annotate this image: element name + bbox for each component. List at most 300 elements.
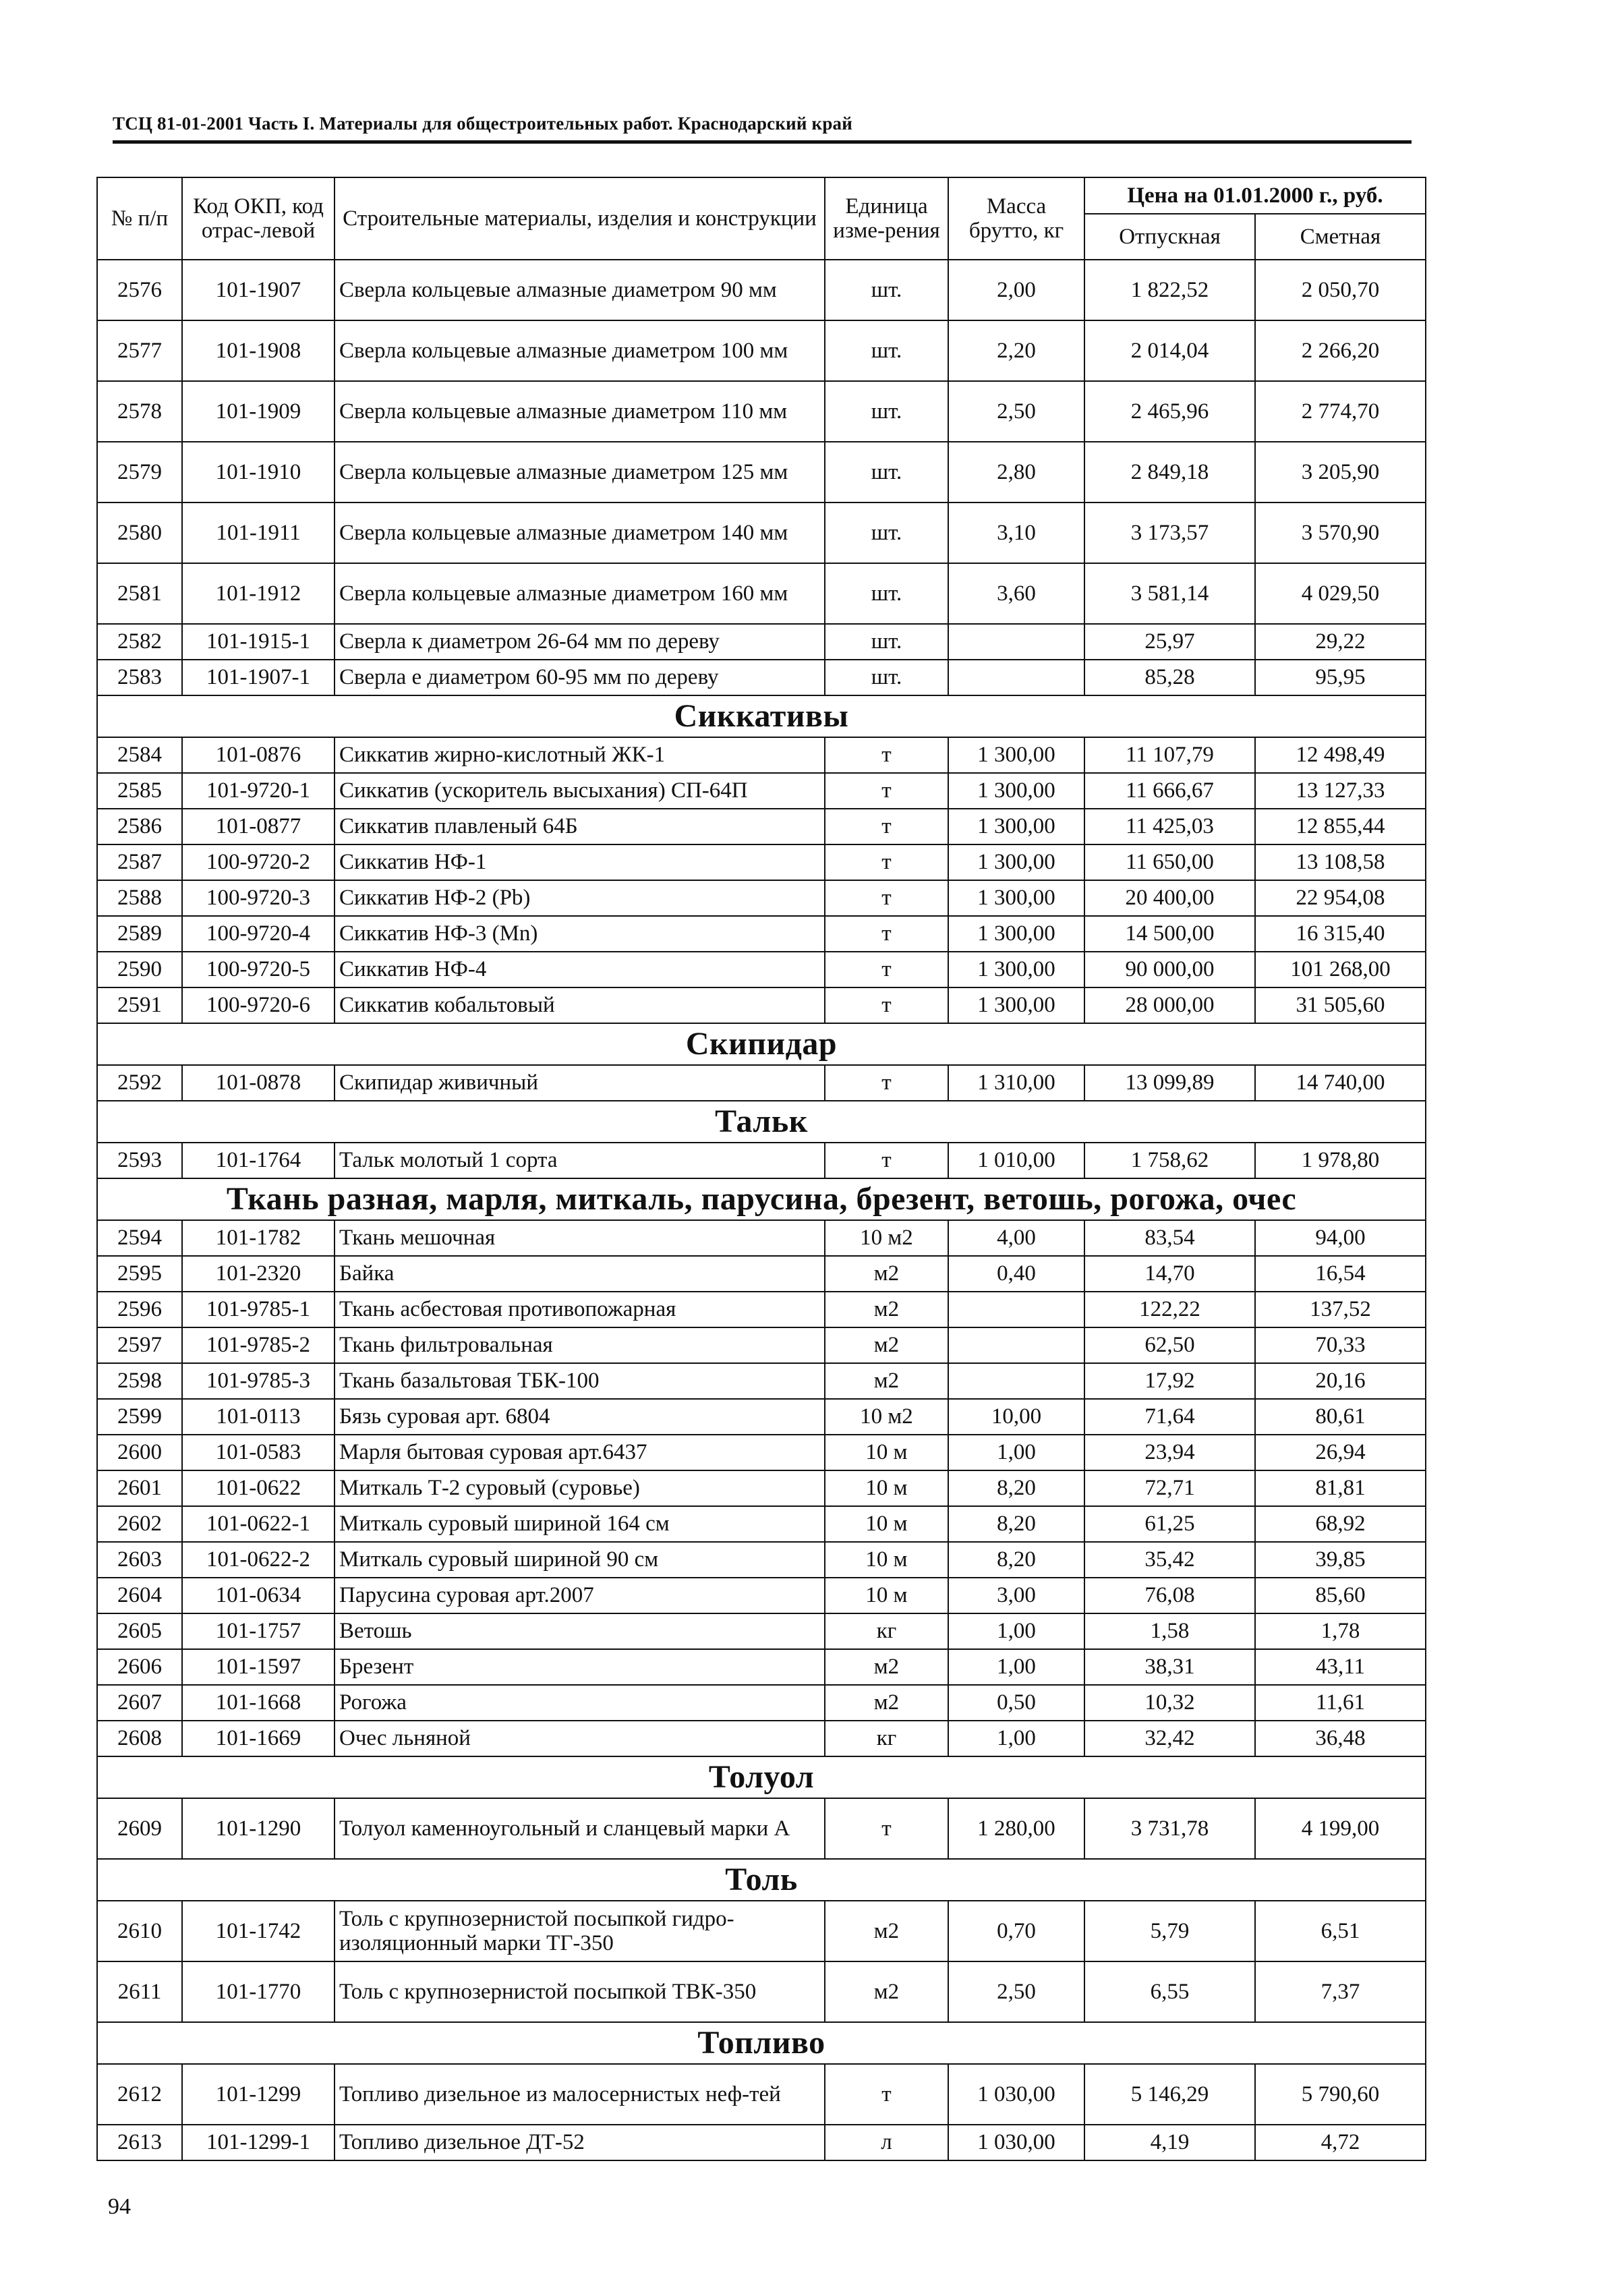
cell-num: 2597 bbox=[97, 1327, 182, 1363]
cell-name: Толь с крупнозернистой посыпкой гидро-изоляционный марки ТГ-350 bbox=[335, 1901, 825, 1961]
cell-num: 2603 bbox=[97, 1542, 182, 1578]
table-row bbox=[97, 880, 1426, 916]
materials-price-table bbox=[96, 177, 1426, 2161]
header-rule bbox=[113, 140, 1412, 144]
cell-mass: 1 030,00 bbox=[948, 2125, 1084, 2160]
cell-mass: 1 310,00 bbox=[948, 1065, 1084, 1101]
cell-mass: 10,00 bbox=[948, 1399, 1084, 1435]
cell-unit: т bbox=[825, 916, 948, 952]
cell-num: 2593 bbox=[97, 1143, 182, 1178]
cell-mass: 2,50 bbox=[948, 381, 1084, 442]
cell-name: Сверла кольцевые алмазные диаметром 140 мм bbox=[335, 503, 825, 563]
cell-estimate-price: 14 740,00 bbox=[1255, 1065, 1426, 1101]
cell-num: 2611 bbox=[97, 1961, 182, 2022]
col-header-estimate-price: Сметная bbox=[1255, 214, 1426, 260]
cell-release-price: 13 099,89 bbox=[1084, 1065, 1255, 1101]
section-title: Толуол bbox=[97, 1756, 1426, 1798]
cell-code: 101-1907 bbox=[182, 260, 335, 320]
cell-release-price: 5 146,29 bbox=[1084, 2064, 1255, 2125]
cell-code: 101-1299-1 bbox=[182, 2125, 335, 2160]
table-row bbox=[97, 737, 1426, 773]
cell-num: 2598 bbox=[97, 1363, 182, 1399]
cell-name: Сиккатив НФ-2 (Pb) bbox=[335, 880, 825, 916]
cell-name: Толь с крупнозернистой посыпкой ТВК-350 bbox=[335, 1961, 825, 2022]
cell-code: 101-1299 bbox=[182, 2064, 335, 2125]
cell-estimate-price: 2 266,20 bbox=[1255, 320, 1426, 381]
cell-estimate-price: 4 029,50 bbox=[1255, 563, 1426, 624]
cell-estimate-price: 1,78 bbox=[1255, 1613, 1426, 1649]
cell-unit: м2 bbox=[825, 1685, 948, 1721]
cell-name: Рогожа bbox=[335, 1685, 825, 1721]
cell-estimate-price: 3 570,90 bbox=[1255, 503, 1426, 563]
col-header-unit: Единица изме-рения bbox=[825, 177, 948, 260]
col-header-name: Строительные материалы, изделия и конструкции bbox=[335, 177, 825, 260]
cell-num: 2579 bbox=[97, 442, 182, 503]
cell-num: 2584 bbox=[97, 737, 182, 773]
cell-code: 101-1782 bbox=[182, 1220, 335, 1256]
cell-code: 101-1907-1 bbox=[182, 660, 335, 695]
cell-name: Очес льняной bbox=[335, 1721, 825, 1756]
cell-estimate-price: 5 790,60 bbox=[1255, 2064, 1426, 2125]
cell-mass: 1 300,00 bbox=[948, 916, 1084, 952]
cell-release-price: 28 000,00 bbox=[1084, 987, 1255, 1023]
cell-mass: 8,20 bbox=[948, 1470, 1084, 1506]
page-number: 94 bbox=[108, 2194, 131, 2219]
cell-unit: шт. bbox=[825, 260, 948, 320]
cell-mass: 1 300,00 bbox=[948, 844, 1084, 880]
cell-unit: т bbox=[825, 809, 948, 844]
cell-estimate-price: 1 978,80 bbox=[1255, 1143, 1426, 1178]
cell-release-price: 72,71 bbox=[1084, 1470, 1255, 1506]
table-row bbox=[97, 1143, 1426, 1178]
cell-code: 101-0622 bbox=[182, 1470, 335, 1506]
cell-code: 101-1909 bbox=[182, 381, 335, 442]
cell-name: Сиккатив жирно-кислотный ЖК-1 bbox=[335, 737, 825, 773]
cell-estimate-price: 70,33 bbox=[1255, 1327, 1426, 1363]
cell-unit: кг bbox=[825, 1613, 948, 1649]
cell-unit: шт. bbox=[825, 624, 948, 660]
table-row bbox=[97, 2125, 1426, 2160]
cell-unit: шт. bbox=[825, 442, 948, 503]
section-row bbox=[97, 2022, 1426, 2064]
materials-table-container bbox=[96, 177, 1425, 2161]
cell-name: Скипидар живичный bbox=[335, 1065, 825, 1101]
cell-unit: т bbox=[825, 952, 948, 987]
section-title: Тальк bbox=[97, 1101, 1426, 1143]
cell-unit: т bbox=[825, 1798, 948, 1859]
cell-code: 101-0878 bbox=[182, 1065, 335, 1101]
cell-num: 2599 bbox=[97, 1399, 182, 1435]
cell-num: 2604 bbox=[97, 1578, 182, 1613]
cell-release-price: 3 581,14 bbox=[1084, 563, 1255, 624]
table-row bbox=[97, 773, 1426, 809]
cell-unit: шт. bbox=[825, 320, 948, 381]
cell-estimate-price: 2 774,70 bbox=[1255, 381, 1426, 442]
section-row bbox=[97, 1101, 1426, 1143]
col-header-mass: Масса брутто, кг bbox=[948, 177, 1084, 260]
cell-code: 101-1912 bbox=[182, 563, 335, 624]
cell-code: 101-1764 bbox=[182, 1143, 335, 1178]
cell-name: Ткань базальтовая ТБК-100 bbox=[335, 1363, 825, 1399]
table-body bbox=[97, 260, 1426, 2160]
cell-unit: т bbox=[825, 1065, 948, 1101]
table-row bbox=[97, 1798, 1426, 1859]
cell-num: 2596 bbox=[97, 1292, 182, 1327]
cell-release-price: 1 822,52 bbox=[1084, 260, 1255, 320]
cell-code: 100-9720-4 bbox=[182, 916, 335, 952]
cell-estimate-price: 36,48 bbox=[1255, 1721, 1426, 1756]
section-title: Скипидар bbox=[97, 1023, 1426, 1065]
cell-unit: л bbox=[825, 2125, 948, 2160]
table-row bbox=[97, 1721, 1426, 1756]
cell-release-price: 23,94 bbox=[1084, 1435, 1255, 1470]
section-title: Топливо bbox=[97, 2022, 1426, 2064]
cell-code: 101-0877 bbox=[182, 809, 335, 844]
section-row bbox=[97, 1023, 1426, 1065]
section-title: Толь bbox=[97, 1859, 1426, 1901]
cell-num: 2595 bbox=[97, 1256, 182, 1292]
cell-release-price: 76,08 bbox=[1084, 1578, 1255, 1613]
cell-code: 101-1597 bbox=[182, 1649, 335, 1685]
cell-estimate-price: 3 205,90 bbox=[1255, 442, 1426, 503]
section-row bbox=[97, 1756, 1426, 1798]
cell-num: 2591 bbox=[97, 987, 182, 1023]
cell-num: 2580 bbox=[97, 503, 182, 563]
cell-release-price: 1,58 bbox=[1084, 1613, 1255, 1649]
cell-estimate-price: 85,60 bbox=[1255, 1578, 1426, 1613]
table-row bbox=[97, 809, 1426, 844]
cell-release-price: 6,55 bbox=[1084, 1961, 1255, 2022]
cell-name: Брезент bbox=[335, 1649, 825, 1685]
cell-name: Сверла кольцевые алмазные диаметром 90 мм bbox=[335, 260, 825, 320]
cell-estimate-price: 20,16 bbox=[1255, 1363, 1426, 1399]
cell-code: 101-9785-2 bbox=[182, 1327, 335, 1363]
cell-num: 2607 bbox=[97, 1685, 182, 1721]
cell-code: 101-0113 bbox=[182, 1399, 335, 1435]
cell-release-price: 14 500,00 bbox=[1084, 916, 1255, 952]
cell-name: Миткаль суровый шириной 90 см bbox=[335, 1542, 825, 1578]
page-header-title: ТСЦ 81-01-2001 Часть I. Материалы для общестроительных работ. Краснодарский край bbox=[113, 113, 852, 134]
table-row bbox=[97, 1613, 1426, 1649]
cell-name: Марля бытовая суровая арт.6437 bbox=[335, 1435, 825, 1470]
cell-unit: м2 bbox=[825, 1327, 948, 1363]
section-row bbox=[97, 695, 1426, 737]
cell-release-price: 5,79 bbox=[1084, 1901, 1255, 1961]
table-row bbox=[97, 660, 1426, 695]
table-row bbox=[97, 320, 1426, 381]
cell-code: 101-0634 bbox=[182, 1578, 335, 1613]
cell-code: 100-9720-3 bbox=[182, 880, 335, 916]
cell-release-price: 35,42 bbox=[1084, 1542, 1255, 1578]
table-row bbox=[97, 1961, 1426, 2022]
cell-mass: 1,00 bbox=[948, 1435, 1084, 1470]
cell-mass: 1 010,00 bbox=[948, 1143, 1084, 1178]
cell-name: Ткань фильтровальная bbox=[335, 1327, 825, 1363]
cell-mass: 1 300,00 bbox=[948, 737, 1084, 773]
cell-unit: т bbox=[825, 880, 948, 916]
table-row bbox=[97, 916, 1426, 952]
cell-unit: шт. bbox=[825, 660, 948, 695]
cell-mass: 8,20 bbox=[948, 1542, 1084, 1578]
table-row bbox=[97, 381, 1426, 442]
table-row bbox=[97, 1399, 1426, 1435]
table-row bbox=[97, 260, 1426, 320]
cell-release-price: 71,64 bbox=[1084, 1399, 1255, 1435]
cell-num: 2602 bbox=[97, 1506, 182, 1542]
cell-estimate-price: 13 108,58 bbox=[1255, 844, 1426, 880]
cell-estimate-price: 137,52 bbox=[1255, 1292, 1426, 1327]
cell-name: Бязь суровая арт. 6804 bbox=[335, 1399, 825, 1435]
table-row bbox=[97, 1685, 1426, 1721]
cell-mass bbox=[948, 1363, 1084, 1399]
cell-estimate-price: 94,00 bbox=[1255, 1220, 1426, 1256]
table-row bbox=[97, 1506, 1426, 1542]
cell-code: 101-1915-1 bbox=[182, 624, 335, 660]
cell-code: 101-9785-1 bbox=[182, 1292, 335, 1327]
cell-num: 2585 bbox=[97, 773, 182, 809]
cell-release-price: 2 014,04 bbox=[1084, 320, 1255, 381]
table-row bbox=[97, 1363, 1426, 1399]
cell-name: Ткань мешочная bbox=[335, 1220, 825, 1256]
cell-estimate-price: 101 268,00 bbox=[1255, 952, 1426, 987]
cell-release-price: 10,32 bbox=[1084, 1685, 1255, 1721]
cell-unit: т bbox=[825, 1143, 948, 1178]
cell-unit: шт. bbox=[825, 563, 948, 624]
cell-unit: м2 bbox=[825, 1363, 948, 1399]
table-row bbox=[97, 442, 1426, 503]
cell-code: 101-9720-1 bbox=[182, 773, 335, 809]
cell-estimate-price: 26,94 bbox=[1255, 1435, 1426, 1470]
cell-mass: 1 300,00 bbox=[948, 952, 1084, 987]
table-row bbox=[97, 1256, 1426, 1292]
section-row bbox=[97, 1178, 1426, 1220]
cell-mass: 0,40 bbox=[948, 1256, 1084, 1292]
cell-code: 100-9720-6 bbox=[182, 987, 335, 1023]
cell-mass: 8,20 bbox=[948, 1506, 1084, 1542]
table-row bbox=[97, 1470, 1426, 1506]
cell-release-price: 17,92 bbox=[1084, 1363, 1255, 1399]
cell-name: Сиккатив кобальтовый bbox=[335, 987, 825, 1023]
cell-num: 2600 bbox=[97, 1435, 182, 1470]
cell-num: 2612 bbox=[97, 2064, 182, 2125]
cell-release-price: 61,25 bbox=[1084, 1506, 1255, 1542]
cell-unit: 10 м bbox=[825, 1435, 948, 1470]
cell-estimate-price: 12 498,49 bbox=[1255, 737, 1426, 773]
cell-unit: шт. bbox=[825, 381, 948, 442]
table-row bbox=[97, 1901, 1426, 1961]
cell-num: 2613 bbox=[97, 2125, 182, 2160]
cell-unit: 10 м bbox=[825, 1506, 948, 1542]
table-row bbox=[97, 1649, 1426, 1685]
cell-release-price: 62,50 bbox=[1084, 1327, 1255, 1363]
table-row bbox=[97, 952, 1426, 987]
table-row bbox=[97, 503, 1426, 563]
cell-num: 2606 bbox=[97, 1649, 182, 1685]
section-title: Ткань разная, марля, миткаль, парусина, брезент, ветошь, рогожа, очес bbox=[97, 1178, 1426, 1220]
table-row bbox=[97, 1220, 1426, 1256]
cell-estimate-price: 31 505,60 bbox=[1255, 987, 1426, 1023]
cell-code: 100-9720-2 bbox=[182, 844, 335, 880]
cell-mass: 1 300,00 bbox=[948, 773, 1084, 809]
cell-name: Сиккатив НФ-1 bbox=[335, 844, 825, 880]
cell-estimate-price: 68,92 bbox=[1255, 1506, 1426, 1542]
cell-release-price: 122,22 bbox=[1084, 1292, 1255, 1327]
cell-mass bbox=[948, 1292, 1084, 1327]
cell-estimate-price: 13 127,33 bbox=[1255, 773, 1426, 809]
cell-name: Сиккатив плавленый 64Б bbox=[335, 809, 825, 844]
cell-mass: 1,00 bbox=[948, 1613, 1084, 1649]
cell-mass bbox=[948, 1327, 1084, 1363]
cell-num: 2590 bbox=[97, 952, 182, 987]
cell-num: 2578 bbox=[97, 381, 182, 442]
cell-unit: м2 bbox=[825, 1649, 948, 1685]
cell-num: 2608 bbox=[97, 1721, 182, 1756]
cell-estimate-price: 22 954,08 bbox=[1255, 880, 1426, 916]
cell-name: Топливо дизельное ДТ-52 bbox=[335, 2125, 825, 2160]
col-header-price: Цена на 01.01.2000 г., руб. bbox=[1084, 177, 1426, 214]
cell-name: Толуол каменноугольный и сланцевый марки А bbox=[335, 1798, 825, 1859]
cell-release-price: 25,97 bbox=[1084, 624, 1255, 660]
section-title: Сиккативы bbox=[97, 695, 1426, 737]
cell-code: 101-1742 bbox=[182, 1901, 335, 1961]
cell-mass: 1 280,00 bbox=[948, 1798, 1084, 1859]
cell-name: Сиккатив НФ-4 bbox=[335, 952, 825, 987]
cell-code: 101-1911 bbox=[182, 503, 335, 563]
cell-release-price: 11 425,03 bbox=[1084, 809, 1255, 844]
cell-estimate-price: 43,11 bbox=[1255, 1649, 1426, 1685]
cell-code: 101-1910 bbox=[182, 442, 335, 503]
cell-code: 101-0622-1 bbox=[182, 1506, 335, 1542]
cell-code: 101-0583 bbox=[182, 1435, 335, 1470]
cell-unit: шт. bbox=[825, 503, 948, 563]
cell-name: Миткаль Т-2 суровый (суровье) bbox=[335, 1470, 825, 1506]
cell-release-price: 2 465,96 bbox=[1084, 381, 1255, 442]
cell-mass: 2,20 bbox=[948, 320, 1084, 381]
cell-name: Сверла кольцевые алмазные диаметром 110 мм bbox=[335, 381, 825, 442]
cell-unit: м2 bbox=[825, 1901, 948, 1961]
cell-estimate-price: 4,72 bbox=[1255, 2125, 1426, 2160]
cell-mass: 1 300,00 bbox=[948, 809, 1084, 844]
cell-mass: 3,10 bbox=[948, 503, 1084, 563]
cell-num: 2589 bbox=[97, 916, 182, 952]
cell-name: Сверла к диаметром 26-64 мм по дереву bbox=[335, 624, 825, 660]
cell-unit: кг bbox=[825, 1721, 948, 1756]
cell-code: 100-9720-5 bbox=[182, 952, 335, 987]
cell-code: 101-1290 bbox=[182, 1798, 335, 1859]
table-row bbox=[97, 624, 1426, 660]
cell-name: Сверла е диаметром 60-95 мм по дереву bbox=[335, 660, 825, 695]
cell-name: Парусина суровая арт.2007 bbox=[335, 1578, 825, 1613]
cell-estimate-price: 29,22 bbox=[1255, 624, 1426, 660]
cell-num: 2577 bbox=[97, 320, 182, 381]
cell-estimate-price: 16,54 bbox=[1255, 1256, 1426, 1292]
cell-num: 2592 bbox=[97, 1065, 182, 1101]
cell-estimate-price: 12 855,44 bbox=[1255, 809, 1426, 844]
cell-estimate-price: 95,95 bbox=[1255, 660, 1426, 695]
cell-estimate-price: 39,85 bbox=[1255, 1542, 1426, 1578]
cell-release-price: 11 107,79 bbox=[1084, 737, 1255, 773]
cell-code: 101-0876 bbox=[182, 737, 335, 773]
cell-release-price: 1 758,62 bbox=[1084, 1143, 1255, 1178]
cell-estimate-price: 6,51 bbox=[1255, 1901, 1426, 1961]
table-row bbox=[97, 1327, 1426, 1363]
cell-mass: 2,80 bbox=[948, 442, 1084, 503]
cell-code: 101-2320 bbox=[182, 1256, 335, 1292]
table-row bbox=[97, 1065, 1426, 1101]
cell-unit: 10 м2 bbox=[825, 1220, 948, 1256]
cell-release-price: 90 000,00 bbox=[1084, 952, 1255, 987]
cell-unit: 10 м bbox=[825, 1542, 948, 1578]
cell-release-price: 85,28 bbox=[1084, 660, 1255, 695]
cell-estimate-price: 11,61 bbox=[1255, 1685, 1426, 1721]
cell-estimate-price: 7,37 bbox=[1255, 1961, 1426, 2022]
cell-code: 101-1757 bbox=[182, 1613, 335, 1649]
cell-name: Ткань асбестовая противопожарная bbox=[335, 1292, 825, 1327]
cell-num: 2583 bbox=[97, 660, 182, 695]
cell-name: Байка bbox=[335, 1256, 825, 1292]
cell-code: 101-9785-3 bbox=[182, 1363, 335, 1399]
cell-mass bbox=[948, 660, 1084, 695]
cell-name: Тальк молотый 1 сорта bbox=[335, 1143, 825, 1178]
cell-unit: т bbox=[825, 987, 948, 1023]
cell-mass: 3,60 bbox=[948, 563, 1084, 624]
cell-unit: т bbox=[825, 773, 948, 809]
cell-estimate-price: 2 050,70 bbox=[1255, 260, 1426, 320]
cell-mass: 1 030,00 bbox=[948, 2064, 1084, 2125]
table-row bbox=[97, 1292, 1426, 1327]
cell-unit: т bbox=[825, 844, 948, 880]
cell-name: Миткаль суровый шириной 164 см bbox=[335, 1506, 825, 1542]
cell-name: Сверла кольцевые алмазные диаметром 160 мм bbox=[335, 563, 825, 624]
cell-name: Сверла кольцевые алмазные диаметром 125 мм bbox=[335, 442, 825, 503]
cell-name: Сиккатив (ускоритель высыхания) СП-64П bbox=[335, 773, 825, 809]
cell-num: 2582 bbox=[97, 624, 182, 660]
cell-release-price: 38,31 bbox=[1084, 1649, 1255, 1685]
cell-code: 101-1668 bbox=[182, 1685, 335, 1721]
cell-num: 2609 bbox=[97, 1798, 182, 1859]
cell-estimate-price: 16 315,40 bbox=[1255, 916, 1426, 952]
cell-release-price: 4,19 bbox=[1084, 2125, 1255, 2160]
cell-release-price: 20 400,00 bbox=[1084, 880, 1255, 916]
cell-unit: м2 bbox=[825, 1961, 948, 2022]
cell-release-price: 3 173,57 bbox=[1084, 503, 1255, 563]
cell-mass: 2,00 bbox=[948, 260, 1084, 320]
cell-num: 2576 bbox=[97, 260, 182, 320]
cell-release-price: 11 650,00 bbox=[1084, 844, 1255, 880]
table-row bbox=[97, 844, 1426, 880]
cell-mass: 1 300,00 bbox=[948, 987, 1084, 1023]
cell-estimate-price: 81,81 bbox=[1255, 1470, 1426, 1506]
cell-unit: т bbox=[825, 737, 948, 773]
cell-mass: 1,00 bbox=[948, 1721, 1084, 1756]
cell-name: Ветошь bbox=[335, 1613, 825, 1649]
cell-num: 2586 bbox=[97, 809, 182, 844]
table-row bbox=[97, 1578, 1426, 1613]
cell-num: 2587 bbox=[97, 844, 182, 880]
cell-code: 101-1770 bbox=[182, 1961, 335, 2022]
cell-unit: м2 bbox=[825, 1292, 948, 1327]
cell-num: 2581 bbox=[97, 563, 182, 624]
cell-num: 2601 bbox=[97, 1470, 182, 1506]
cell-mass: 3,00 bbox=[948, 1578, 1084, 1613]
cell-unit: 10 м bbox=[825, 1578, 948, 1613]
table-row bbox=[97, 2064, 1426, 2125]
cell-name: Топливо дизельное из малосернистых неф-тей bbox=[335, 2064, 825, 2125]
table-row bbox=[97, 987, 1426, 1023]
cell-mass: 4,00 bbox=[948, 1220, 1084, 1256]
cell-mass: 2,50 bbox=[948, 1961, 1084, 2022]
cell-estimate-price: 80,61 bbox=[1255, 1399, 1426, 1435]
